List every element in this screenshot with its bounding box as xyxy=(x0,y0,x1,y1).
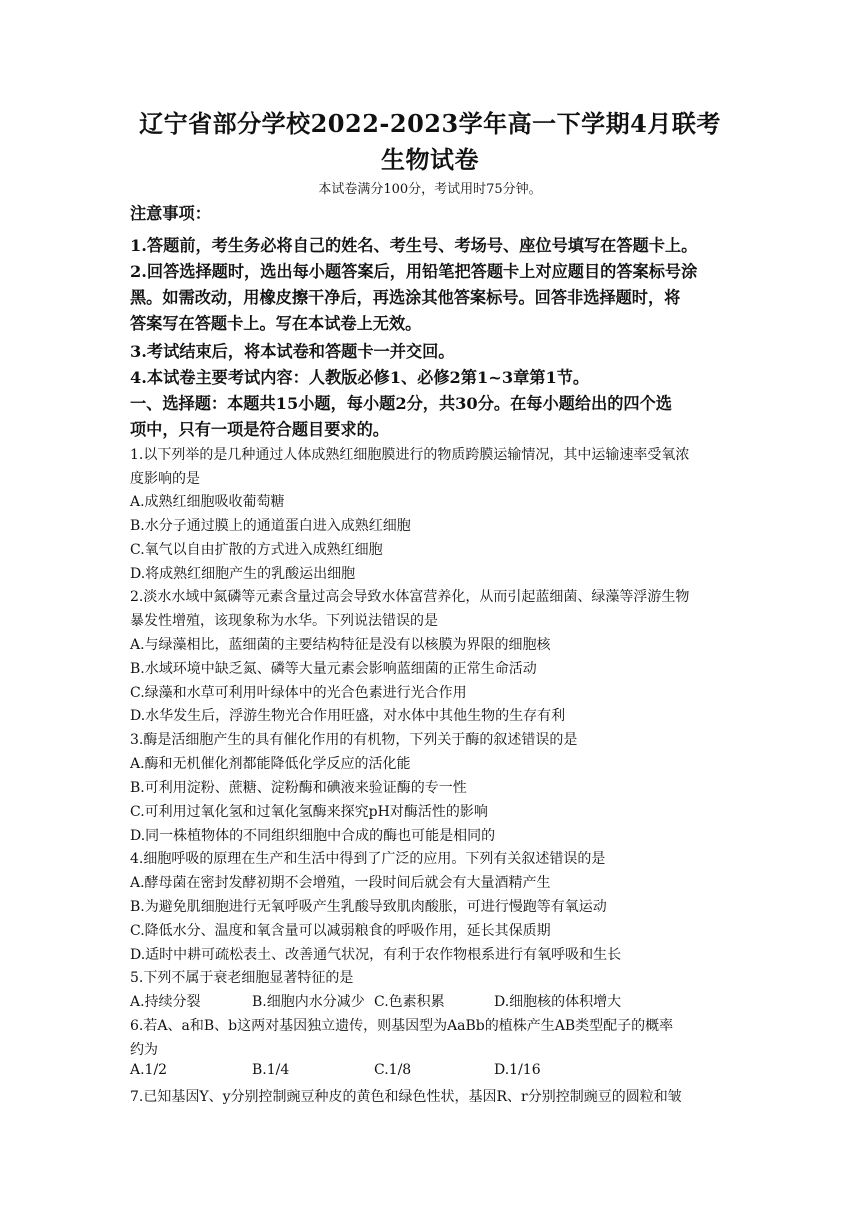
question-line: 7.已知基因Y、y分别控制豌豆种皮的黄色和绿色性状，基因R、r分别控制豌豆的圆粒和皱 xyxy=(130,1089,682,1105)
option-a: A.持续分裂 xyxy=(130,994,201,1010)
question-line: 3.酶是活细胞产生的具有催化作用的有机物，下列关于酶的叙述错误的是 xyxy=(130,732,578,748)
question-line: 约为 xyxy=(130,1042,158,1058)
question-line: C.氧气以自由扩散的方式进入成熟红细胞 xyxy=(130,542,383,558)
notice-line: 1.答题前，考生务必将自己的姓名、考生号、考场号、座位号填写在答题卡上。 xyxy=(130,236,698,255)
question-line: 1.以下列举的是几种通过人体成熟红细胞膜进行的物质跨膜运输情况，其中运输速率受氧浓 xyxy=(130,447,690,463)
question-line: 5.下列不属于衰老细胞显著特征的是 xyxy=(130,970,354,986)
option-b: B.1/4 xyxy=(252,1062,290,1078)
question-line: A.与绿藻相比，蓝细菌的主要结构特征是没有以核膜为界限的细胞核 xyxy=(130,637,551,653)
question-line: C.绿藻和水草可利用叶绿体中的光合色素进行光合作用 xyxy=(130,685,467,701)
question-line: 度影响的是 xyxy=(130,471,200,487)
question-line: B.为避免肌细胞进行无氧呼吸产生乳酸导致肌肉酸胀，可进行慢跑等有氧运动 xyxy=(130,899,607,915)
notice-line: 4.本试卷主要考试内容：人教版必修1、必修2第1~3章第1节。 xyxy=(130,368,590,387)
question-line: 4.细胞呼吸的原理在生产和生活中得到了广泛的应用。下列有关叙述错误的是 xyxy=(130,851,606,867)
option-b: B.细胞内水分减少 xyxy=(252,994,365,1010)
section-heading-line: 项中，只有一项是符合题目要求的。 xyxy=(130,420,389,439)
option-c: C.1/8 xyxy=(374,1062,412,1078)
question-line: 2.淡水水域中氮磷等元素含量过高会导致水体富营养化，从而引起蓝细菌、绿藻等浮游生物 xyxy=(130,589,690,605)
section-heading-line: 一、选择题：本题共15小题，每小题2分，共30分。在每小题给出的四个选 xyxy=(130,394,672,413)
notice-line: 3.考试结束后，将本试卷和答题卡一并交回。 xyxy=(130,342,455,361)
option-a: A.1/2 xyxy=(130,1062,168,1078)
question-line: D.水华发生后，浮游生物光合作用旺盛，对水体中其他生物的生存有利 xyxy=(130,708,566,724)
notice-line: 答案写在答题卡上。写在本试卷上无效。 xyxy=(130,314,422,333)
notice-line: 2.回答选择题时，选出每小题答案后，用铅笔把答题卡上对应题目的答案标号涂 xyxy=(130,262,698,281)
question-line: 6.若A、a和B、b这两对基因独立遗传，则基因型为AaBb的植株产生AB类型配子的概率 xyxy=(130,1018,674,1034)
exam-title: 辽宁省部分学校2022-2023学年高一下学期4月联考 xyxy=(139,109,721,138)
question-line: A.酵母菌在密封发酵初期不会增殖，一段时间后就会有大量酒精产生 xyxy=(130,875,551,891)
question-line: B.可利用淀粉、蔗糖、淀粉酶和碘液来验证酶的专一性 xyxy=(130,780,467,796)
notice-heading: 注意事项： xyxy=(130,204,211,223)
question-line: D.将成熟红细胞产生的乳酸运出细胞 xyxy=(130,566,356,582)
option-d: D.细胞核的体积增大 xyxy=(494,994,622,1010)
notice-line: 黑。如需改动，用橡皮擦干净后，再选涂其他答案标号。回答非选择题时，将 xyxy=(130,288,681,307)
question-line: B.水域环境中缺乏氮、磷等大量元素会影响蓝细菌的正常生命活动 xyxy=(130,661,537,677)
exam-subtitle: 生物试卷 xyxy=(381,145,479,174)
question-line: 暴发性增殖，该现象称为水华。下列说法错误的是 xyxy=(130,613,438,629)
question-line: A.成熟红细胞吸收葡萄糖 xyxy=(130,494,285,510)
question-line: A.酶和无机催化剂都能降低化学反应的活化能 xyxy=(130,756,411,772)
question-line: D.适时中耕可疏松表土、改善通气状况，有利于农作物根系进行有氧呼吸和生长 xyxy=(130,947,622,963)
exam-info: 本试卷满分100分，考试用时75分钟。 xyxy=(318,182,542,197)
question-line: B.水分子通过膜上的通道蛋白进入成熟红细胞 xyxy=(130,518,411,534)
question-line: C.可利用过氧化氢和过氧化氢酶来探究pH对酶活性的影响 xyxy=(130,804,488,820)
option-c: C.色素积累 xyxy=(374,994,445,1010)
question-line: C.降低水分、温度和氧含量可以减弱粮食的呼吸作用，延长其保质期 xyxy=(130,923,551,939)
option-d: D.1/16 xyxy=(494,1062,541,1078)
question-line: D.同一株植物体的不同组织细胞中合成的酶也可能是相同的 xyxy=(130,828,496,844)
